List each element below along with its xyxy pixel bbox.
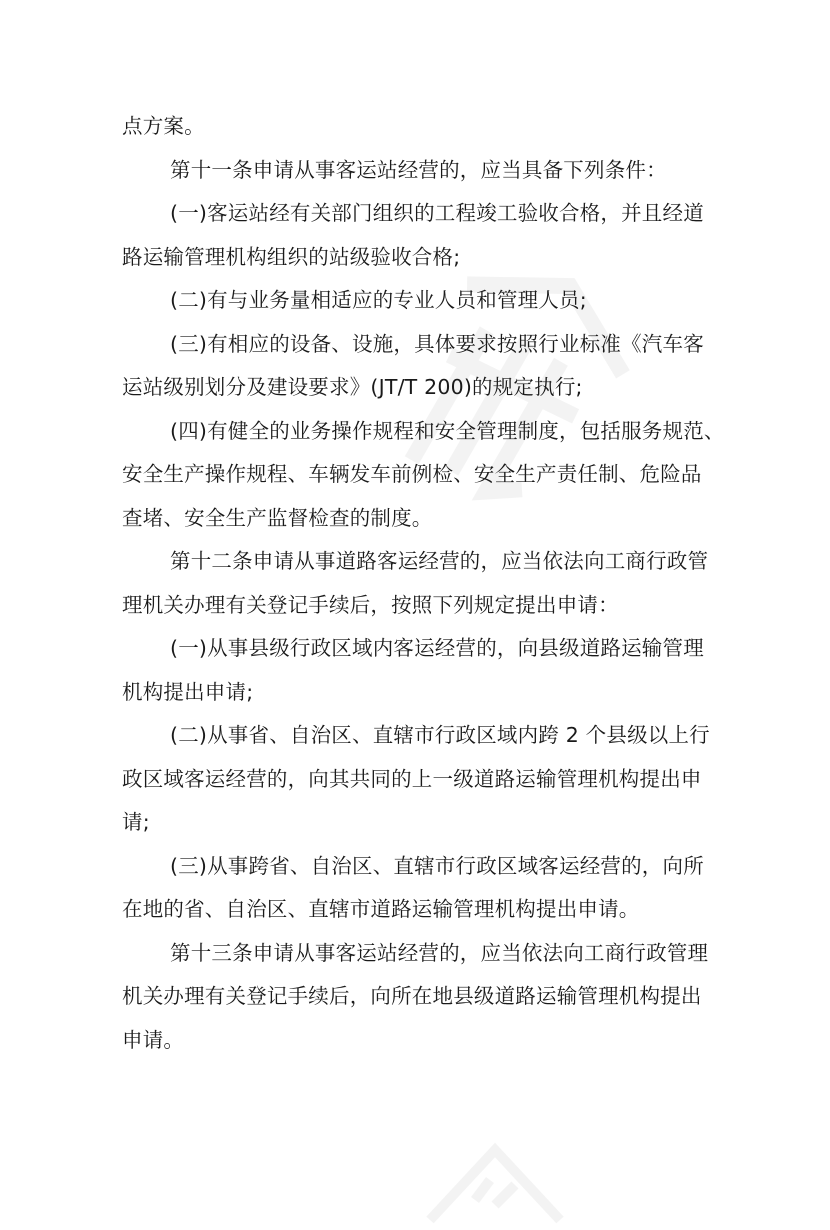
text-line: (四)有健全的业务操作规程和安全管理制度，包括服务规范、 xyxy=(170,418,725,443)
document-body xyxy=(122,105,725,1062)
text-line: 路运输管理机构组织的站级验收合格; xyxy=(122,244,461,269)
text-line: (三)有相应的设备、设施，具体要求按照行业标准《汽车客 xyxy=(170,331,704,356)
text-line: 在地的省、自治区、直辖市道路运输管理机构提出申请。 xyxy=(122,897,640,921)
text-line: 第十一条申请从事客运站经营的，应当具备下列条件： xyxy=(170,157,667,182)
text-line: 第十二条申请从事道路客运经营的，应当依法向工商行政管 xyxy=(170,549,709,573)
text-line: 运站级别划分及建设要求》(JT/T 200)的规定执行; xyxy=(122,375,583,399)
text-line: 申请。 xyxy=(122,1027,185,1052)
watermark-logo-icon xyxy=(420,1110,570,1230)
text-line: 机关办理有关登记手续后，向所在地县级道路运输管理机构提出 xyxy=(122,984,702,1008)
text-line: 安全生产操作规程、车辆发车前例检、安全生产责任制、危险品 xyxy=(122,462,702,486)
text-line: (三)从事跨省、自治区、直辖市行政区域客运经营的，向所 xyxy=(170,853,704,878)
text-line: (一)从事县级行政区域内客运经营的，向县级道路运输管理 xyxy=(170,636,704,660)
text-line: 点方案。 xyxy=(122,114,205,138)
text-line: (一)客运站经有关部门组织的工程竣工验收合格，并且经道 xyxy=(170,201,704,225)
text-line: 理机关办理有关登记手续后，按照下列规定提出申请： xyxy=(122,592,619,617)
text-line: (二)从事省、自治区、直辖市行政区域内跨 2 个县级以上行 xyxy=(170,723,710,747)
text-line: 政区域客运经营的，向其共同的上一级道路运输管理机构提出申 xyxy=(122,766,702,791)
text-line: 查堵、安全生产监督检查的制度。 xyxy=(122,505,433,530)
text-line: 第十三条申请从事客运站经营的，应当依法向工商行政管理 xyxy=(170,940,709,965)
text-line: (二)有与业务量相适应的专业人员和管理人员; xyxy=(170,288,587,312)
text-line: 机构提出申请; xyxy=(122,679,254,704)
text-line: 请; xyxy=(122,810,150,834)
